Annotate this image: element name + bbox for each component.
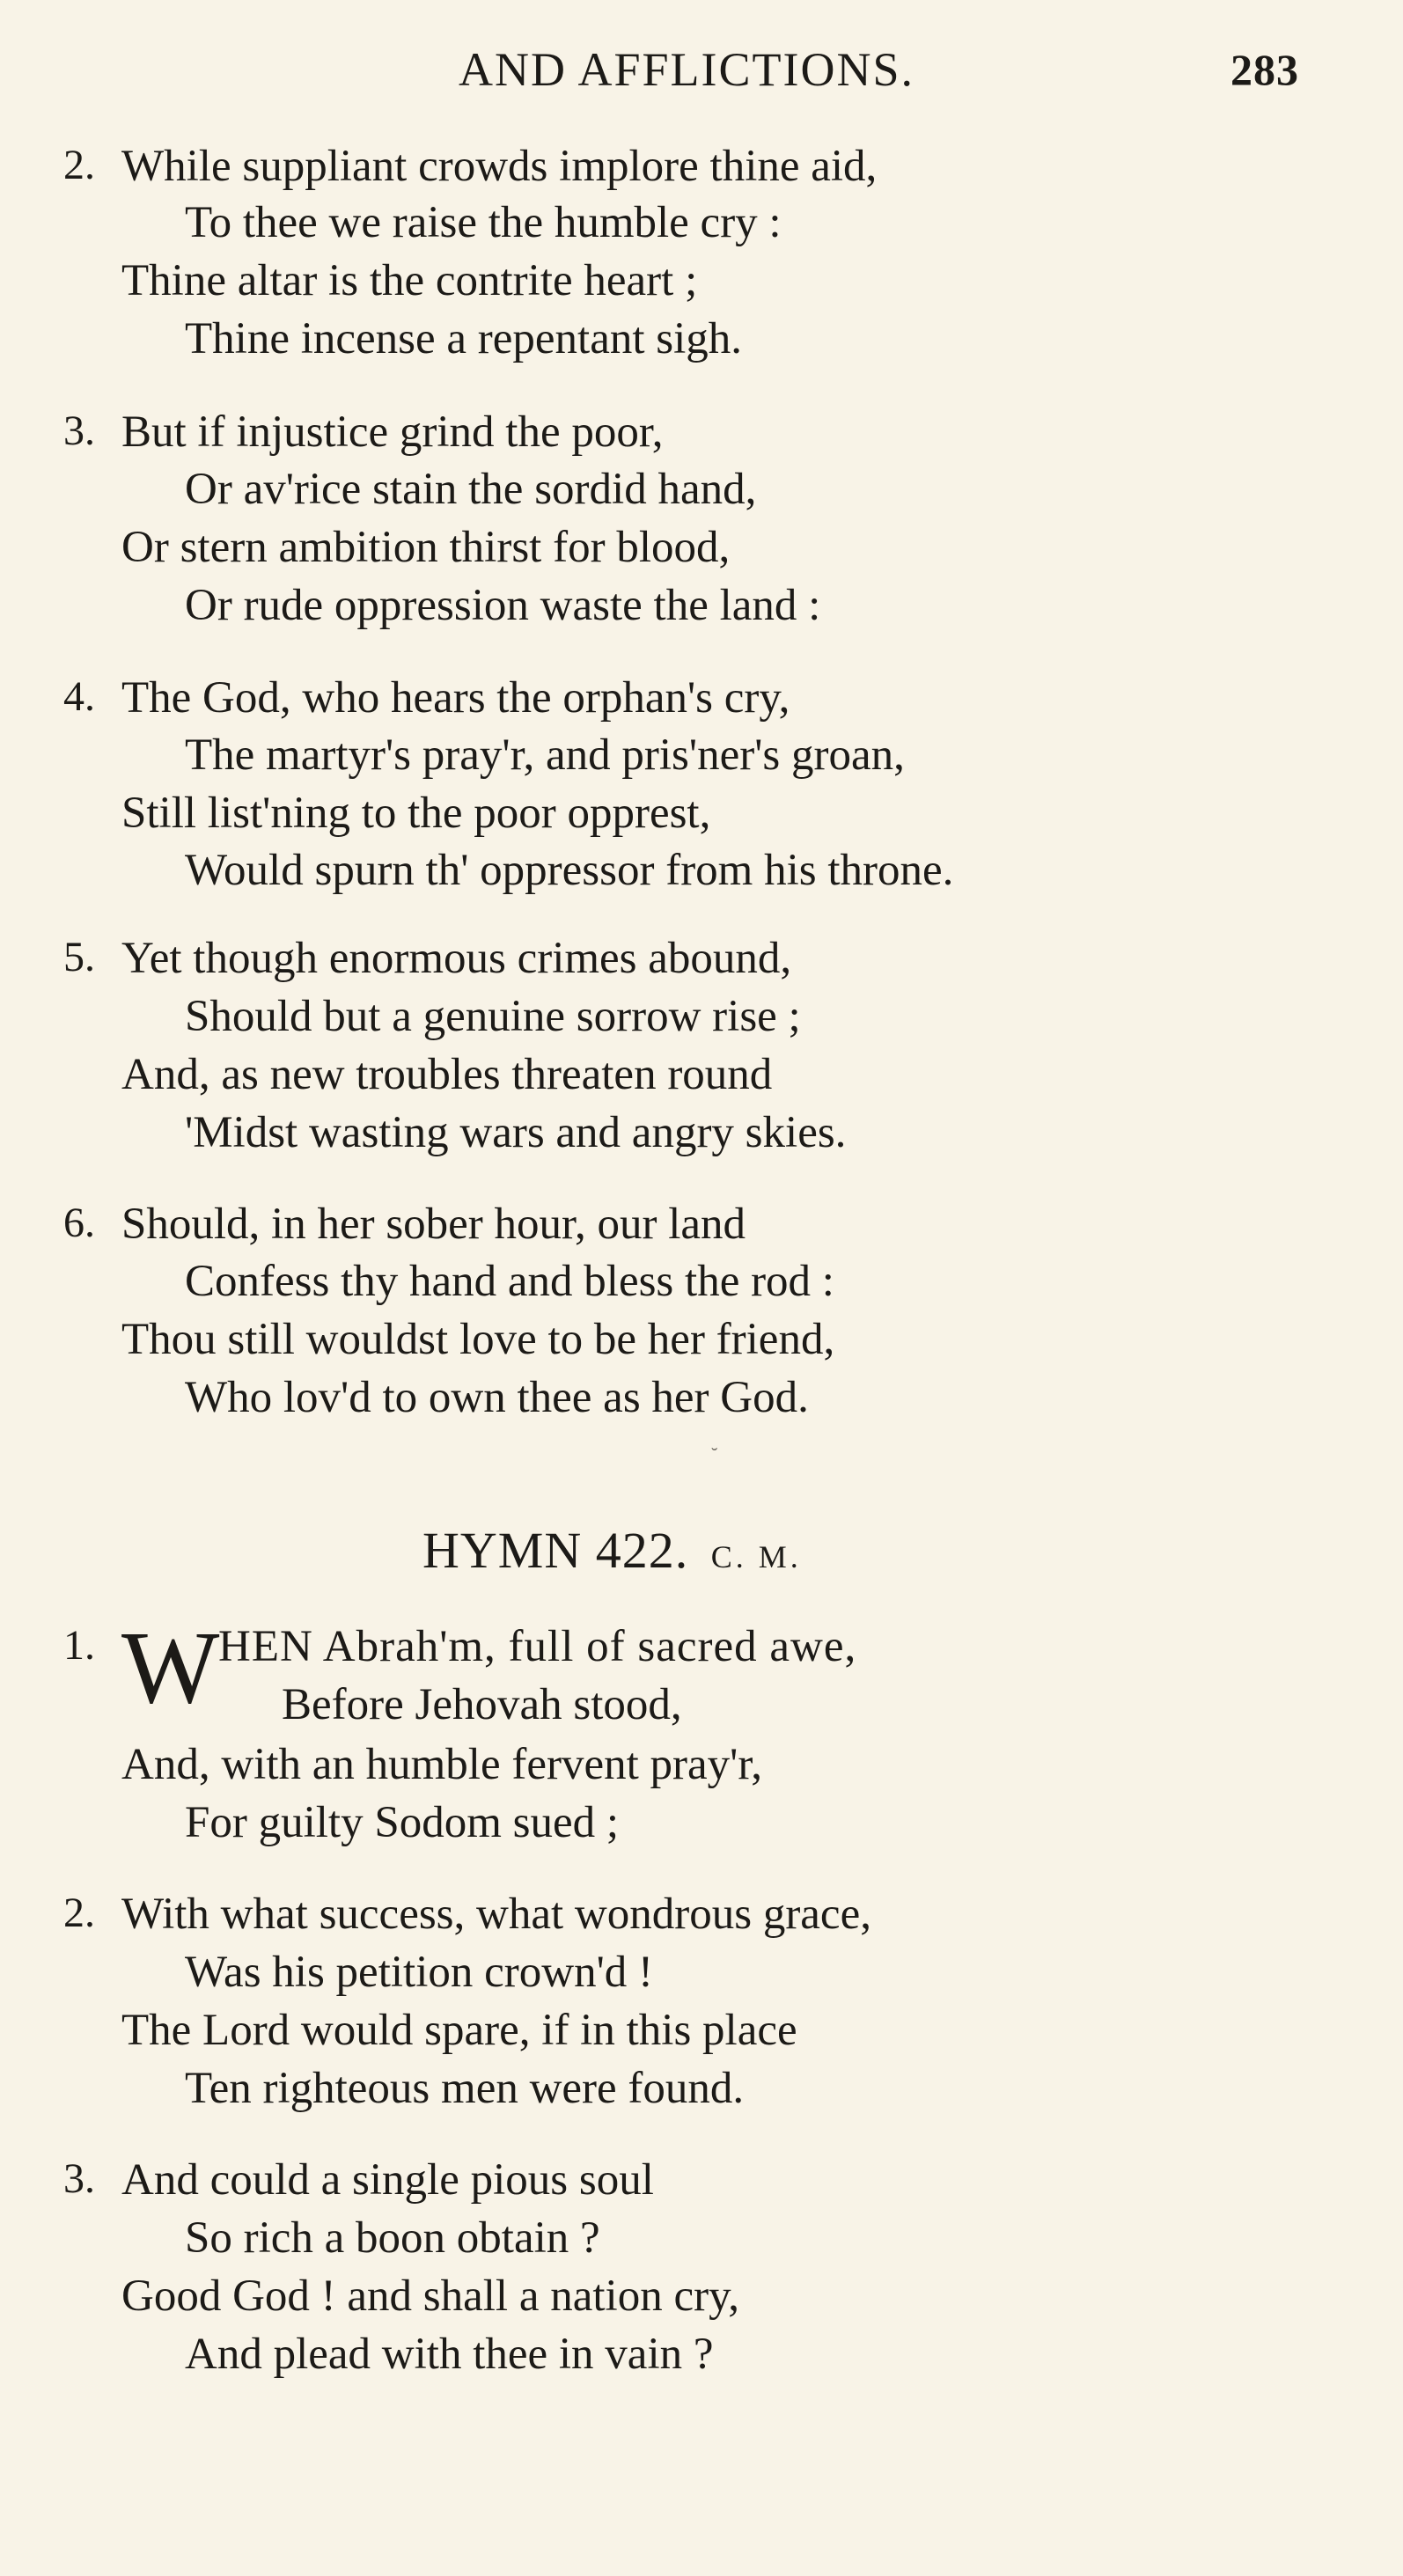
verse-line: And plead with thee in vain ? xyxy=(185,2330,714,2379)
verse-line: Or av'rice stain the sordid hand, xyxy=(185,465,757,514)
verse-line: And could a single pious soul xyxy=(121,2155,654,2205)
verse-line: Or rude oppression waste the land : xyxy=(185,581,821,630)
verse-line: HEN Abrah'm, full of sacred awe, xyxy=(218,1622,857,1671)
hymn-meter: C. M. xyxy=(710,1539,802,1574)
verse-line: Or stern ambition thirst for blood, xyxy=(121,523,731,572)
stanza-number: 5. xyxy=(63,934,95,980)
verse-line: But if injustice grind the poor, xyxy=(121,407,664,457)
verse-line: Who lov'd to own thee as her God. xyxy=(185,1373,809,1422)
stanza-number: 4. xyxy=(63,673,95,720)
stanza-number: 3. xyxy=(63,407,95,454)
verse-line: Before Jehovah stood, xyxy=(282,1680,682,1729)
verse-line: To thee we raise the humble cry : xyxy=(185,198,782,247)
verse-line: Thine incense a repentant sigh. xyxy=(185,314,743,363)
verse-line: Ten righteous men were found. xyxy=(185,2064,745,2113)
stanza-number: 6. xyxy=(63,1200,95,1246)
stanza-number: 2. xyxy=(63,1890,95,1936)
verse-line: Was his petition crown'd ! xyxy=(185,1948,653,1997)
verse-line: Should but a genuine sorrow rise ; xyxy=(185,992,801,1041)
verse-line: For guilty Sodom sued ; xyxy=(185,1798,620,1847)
verse-line: While suppliant crowds implore thine aid, xyxy=(121,142,878,191)
verse-line: The God, who hears the orphan's cry, xyxy=(121,673,790,723)
verse-line: The martyr's pray'r, and pris'ner's groan, xyxy=(185,730,905,780)
verse-line: 'Midst wasting wars and angry skies. xyxy=(185,1108,847,1157)
hymn-title: HYMN 422. xyxy=(422,1522,689,1579)
verse-line: Confess thy hand and bless the rod : xyxy=(185,1257,834,1306)
verse-line: Would spurn th' oppressor from his throne. xyxy=(185,846,954,895)
verse-line: Should, in her sober hour, our land xyxy=(121,1200,746,1249)
stanza-number: 1. xyxy=(63,1622,95,1669)
page-number: 283 xyxy=(1230,45,1299,94)
verse-line: So rich a boon obtain ? xyxy=(185,2213,600,2263)
verse-line: The Lord would spare, if in this place xyxy=(121,2006,797,2055)
verse-line: Yet though enormous crimes abound, xyxy=(121,934,792,983)
verse-line: And, as new troubles threaten round xyxy=(121,1050,773,1099)
running-title: AND AFFLICTIONS. xyxy=(458,43,915,96)
verse-line: With what success, what wondrous grace, xyxy=(121,1890,871,1939)
verse-line: Still list'ning to the poor opprest, xyxy=(121,789,711,838)
drop-cap: W xyxy=(121,1610,220,1725)
verse-line: Thou still wouldst love to be her friend, xyxy=(121,1315,835,1364)
stanza-number: 2. xyxy=(63,142,95,188)
verse-line: Thine altar is the contrite heart ; xyxy=(121,256,698,305)
hymn-heading xyxy=(422,1521,802,1580)
stanza-number: 3. xyxy=(63,2155,95,2202)
verse-line: And, with an humble fervent pray'r, xyxy=(121,1740,763,1789)
section-divider-mark: ˘ xyxy=(711,1443,718,1465)
verse-line: Good God ! and shall a nation cry, xyxy=(121,2271,740,2321)
